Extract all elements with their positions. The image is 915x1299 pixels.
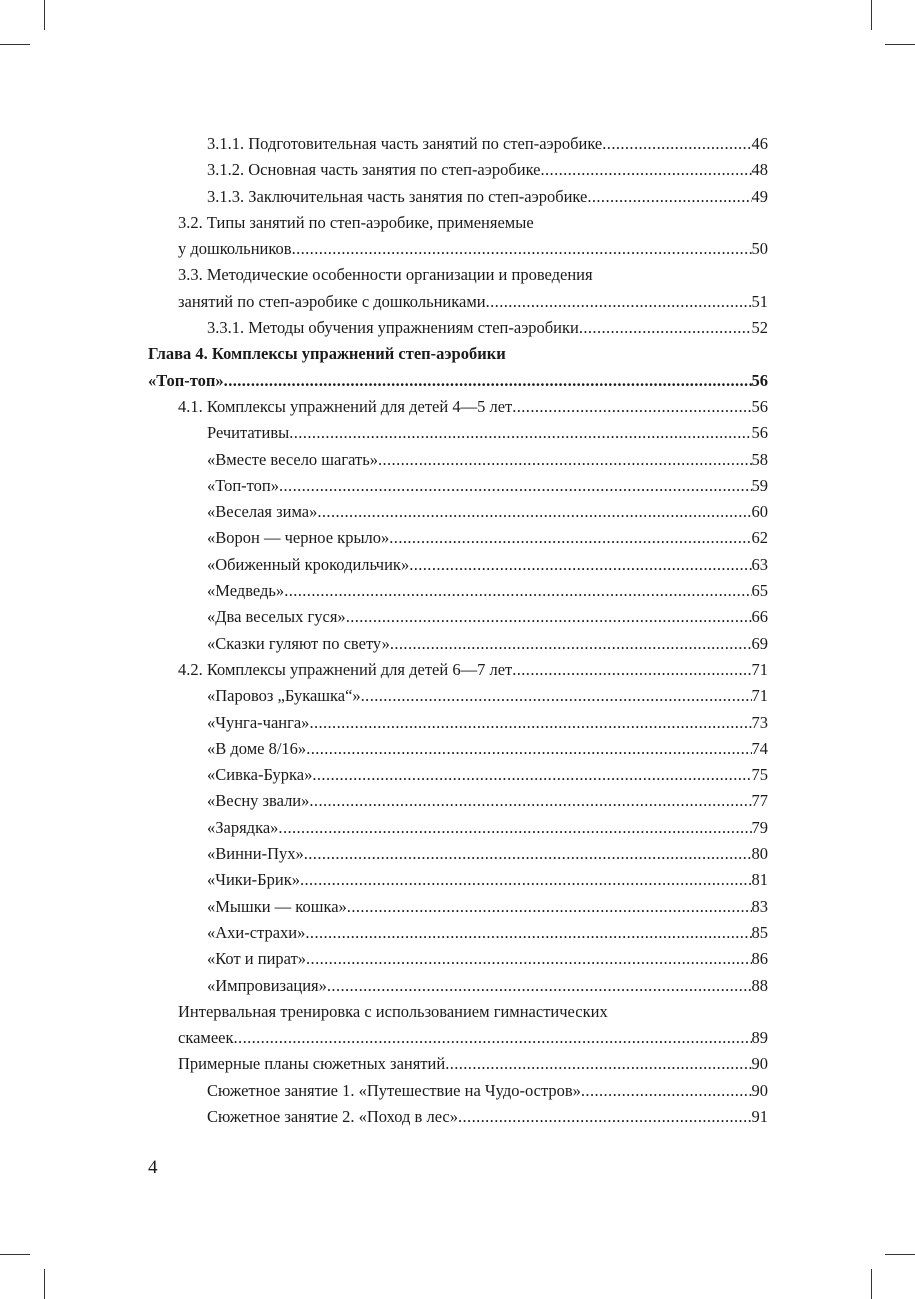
toc-page-number: 69: [751, 633, 768, 653]
dot-leader: [389, 525, 751, 551]
toc-entry-title: «Чики-Брик»: [207, 870, 300, 890]
toc-entry[interactable]: [148, 999, 768, 1052]
toc-entry-row: [207, 184, 768, 210]
toc-entry[interactable]: [148, 894, 768, 920]
crop-mark: [885, 44, 915, 45]
toc-entry-row: [207, 736, 768, 762]
crop-mark: [0, 44, 30, 45]
toc-page-number: 56: [751, 370, 768, 390]
dot-leader: [409, 552, 751, 578]
toc-entry[interactable]: [148, 920, 768, 946]
toc-entry-row: [207, 683, 768, 709]
toc-entry-title: «Винни-Пух»: [207, 844, 304, 864]
toc-entry[interactable]: [148, 184, 768, 210]
toc-page-number: 48: [751, 160, 768, 180]
dot-leader: [300, 867, 752, 893]
toc-page-number: 85: [751, 922, 768, 942]
toc-entry-title: «Сивка-Бурка»: [207, 765, 313, 785]
toc-entry-title: «Ворон — черное крыло»: [207, 528, 390, 548]
toc-entry-row: [207, 920, 768, 946]
toc-page-number: 56: [751, 423, 768, 443]
toc-entry-row: [207, 315, 768, 341]
dot-leader: [234, 1025, 752, 1051]
toc-entry-row: [207, 447, 768, 473]
toc-entry[interactable]: [148, 973, 768, 999]
toc-entry-title: «Сказки гуляют по свету»: [207, 633, 390, 653]
toc-entry-title: Сюжетное занятие 2. «Поход в лес»: [207, 1106, 458, 1126]
dot-leader: [445, 1051, 751, 1077]
toc-entry-title: «Чунга-чанга»: [207, 712, 310, 732]
dot-leader: [587, 184, 751, 210]
toc-page-number: 75: [751, 765, 768, 785]
toc-entry-row: [207, 815, 768, 841]
toc-page-number: 74: [751, 738, 768, 758]
toc-entry-title: Примерные планы сюжетных занятий: [178, 1054, 446, 1074]
toc-entry[interactable]: [148, 394, 768, 420]
toc-entry-row: [207, 762, 768, 788]
dot-leader: [346, 604, 752, 630]
toc-page-number: 79: [751, 817, 768, 837]
dot-leader: [327, 973, 752, 999]
toc-entry-row: [178, 1051, 768, 1077]
toc-entry[interactable]: [148, 1078, 768, 1104]
toc-entry-row: [207, 631, 768, 657]
toc-entry-row: [207, 1078, 768, 1104]
toc-entry-row: [207, 578, 768, 604]
toc-page-number: 63: [751, 554, 768, 574]
toc-entry-title: 3.1.2. Основная часть занятия по степ-аэробике: [207, 160, 541, 180]
toc-entry[interactable]: [148, 157, 768, 183]
toc-entry[interactable]: [148, 1051, 768, 1077]
toc-entry[interactable]: [148, 447, 768, 473]
toc-page-number: 77: [751, 791, 768, 811]
toc-entry-title: «Топ-топ»: [148, 370, 224, 390]
dot-leader: [306, 736, 751, 762]
crop-mark: [0, 1254, 30, 1255]
toc-entry-row: [178, 236, 768, 262]
table-of-contents: [148, 131, 768, 1130]
toc-entry-title: занятий по степ-аэробике с дошкольниками: [178, 291, 486, 311]
crop-mark: [871, 0, 872, 30]
toc-page-number: 62: [751, 528, 768, 548]
toc-page-number: 83: [751, 896, 768, 916]
toc-entry[interactable]: [148, 946, 768, 972]
toc-page-number: 59: [751, 475, 768, 495]
toc-page-number: 71: [751, 686, 768, 706]
toc-entry[interactable]: [148, 499, 768, 525]
dot-leader: [378, 447, 752, 473]
toc-entry-title: «Ахи-страхи»: [207, 922, 306, 942]
crop-mark: [885, 1254, 915, 1255]
dot-leader: [512, 394, 751, 420]
toc-page-number: 90: [751, 1054, 768, 1074]
dot-leader: [312, 762, 751, 788]
toc-entry[interactable]: [148, 210, 768, 263]
toc-entry-title: «Кот и пират»: [207, 949, 307, 969]
dot-leader: [390, 631, 752, 657]
toc-entry-row: [178, 657, 768, 683]
toc-entry[interactable]: [148, 525, 768, 551]
dot-leader: [541, 157, 752, 183]
toc-entry-title: «В доме 8/16»: [207, 738, 307, 758]
toc-page-number: 52: [751, 318, 768, 338]
toc-page-number: 80: [751, 844, 768, 864]
page-number: 4: [148, 1157, 158, 1178]
dot-leader: [279, 473, 752, 499]
toc-entry[interactable]: [148, 262, 768, 315]
toc-entry-row: [207, 131, 768, 157]
toc-page-number: 51: [751, 291, 768, 311]
toc-entry-title: «Медведь»: [207, 581, 285, 601]
toc-entry-row: [207, 946, 768, 972]
toc-page-number: 73: [751, 712, 768, 732]
toc-entry-row: [207, 420, 768, 446]
crop-mark: [44, 1269, 45, 1299]
dot-leader: [309, 788, 751, 814]
dot-leader: [579, 315, 752, 341]
toc-entry-title: 3.1.1. Подготовительная часть занятий по степ-аэробике: [207, 134, 603, 153]
dot-leader: [289, 420, 751, 446]
dot-leader: [486, 289, 752, 315]
toc-entry[interactable]: [148, 683, 768, 709]
dot-leader: [278, 815, 751, 841]
crop-mark: [44, 0, 45, 30]
toc-entry-row: [178, 1025, 768, 1051]
dot-leader: [602, 131, 751, 157]
toc-entry-row: [207, 841, 768, 867]
toc-entry-title: «Весну звали»: [207, 791, 310, 811]
toc-page-number: 49: [751, 186, 768, 206]
toc-entry-row: [207, 1104, 768, 1130]
toc-entry-title: «Два веселых гуся»: [207, 607, 346, 627]
toc-entry[interactable]: [148, 341, 768, 394]
toc-entry-title: 3.3.1. Методы обучения упражнениям степ-аэробики: [207, 318, 579, 338]
dot-leader: [292, 236, 752, 262]
toc-entry-title: 4.2. Комплексы упражнений для детей 6—7 лет: [178, 659, 513, 679]
toc-entry[interactable]: [148, 867, 768, 893]
toc-entry-title: «Импровизация»: [207, 975, 327, 995]
toc-entry[interactable]: [148, 710, 768, 736]
crop-mark: [871, 1269, 872, 1299]
toc-entry-title-line: Интервальная тренировка с использованием гимнастических: [178, 1001, 608, 1021]
toc-page-number: 90: [751, 1080, 768, 1100]
toc-entry-row: [148, 368, 768, 394]
toc-entry-title: «Вместе весело шагать»: [207, 449, 378, 469]
toc-entry-row: [207, 894, 768, 920]
toc-entry[interactable]: [148, 841, 768, 867]
toc-page-number: 46: [751, 134, 768, 153]
toc-entry[interactable]: [148, 736, 768, 762]
toc-page-number: 50: [751, 239, 768, 259]
toc-entry[interactable]: [148, 604, 768, 630]
toc-entry-title: «Мышки — кошка»: [207, 896, 347, 916]
toc-entry-row: [207, 973, 768, 999]
toc-entry[interactable]: [148, 315, 768, 341]
toc-entry-title: Сюжетное занятие 1. «Путешествие на Чудо-остров»: [207, 1080, 581, 1100]
toc-page-number: 88: [751, 975, 768, 995]
toc-entry-title: «Паровоз „Букашка“»: [207, 686, 361, 706]
toc-entry[interactable]: [148, 1104, 768, 1130]
toc-entry[interactable]: [148, 657, 768, 683]
toc-entry[interactable]: [148, 552, 768, 578]
toc-entry[interactable]: [148, 473, 768, 499]
toc-entry-title: 3.1.3. Заключительная часть занятия по степ-аэробике: [207, 186, 588, 206]
toc-page-number: 58: [751, 449, 768, 469]
toc-page-number: 81: [751, 870, 768, 890]
toc-entry-title: «Обиженный крокодильчик»: [207, 554, 410, 574]
toc-entry[interactable]: [148, 788, 768, 814]
dot-leader: [224, 368, 752, 394]
toc-entry-title-line: Глава 4. Комплексы упражнений степ-аэробики: [148, 344, 506, 364]
toc-entry-row: [207, 157, 768, 183]
toc-entry-title: у дошкольников: [178, 239, 292, 259]
toc-entry-row: [207, 788, 768, 814]
toc-entry-row: [207, 552, 768, 578]
dot-leader: [512, 657, 751, 683]
toc-entry-row: [178, 394, 768, 420]
dot-leader: [284, 578, 751, 604]
toc-entry[interactable]: [148, 762, 768, 788]
toc-page-number: 86: [751, 949, 768, 969]
toc-entry[interactable]: [148, 131, 768, 157]
dot-leader: [317, 499, 751, 525]
dot-leader: [581, 1078, 752, 1104]
toc-page-number: 89: [751, 1028, 768, 1048]
toc-entry[interactable]: [148, 420, 768, 446]
toc-entry-title-line: 3.2. Типы занятий по степ-аэробике, применяемые: [178, 212, 534, 232]
toc-entry-row: [207, 710, 768, 736]
dot-leader: [361, 683, 752, 709]
dot-leader: [306, 946, 751, 972]
toc-entry-title: «Топ-топ»: [207, 475, 279, 495]
dot-leader: [305, 920, 751, 946]
toc-entry[interactable]: [148, 815, 768, 841]
toc-page-number: 56: [751, 396, 768, 416]
toc-page-number: 71: [751, 659, 768, 679]
toc-entry-title: скамеек: [178, 1028, 234, 1048]
toc-entry-title-line: 3.3. Методические особенности организации и проведения: [178, 265, 593, 285]
dot-leader: [458, 1104, 752, 1130]
toc-entry-title: 4.1. Комплексы упражнений для детей 4—5 лет: [178, 396, 513, 416]
toc-page-number: 60: [751, 502, 768, 522]
toc-page-number: 66: [751, 607, 768, 627]
toc-entry-row: [207, 604, 768, 630]
toc-page-number: 65: [751, 581, 768, 601]
toc-entry-title: «Зарядка»: [207, 817, 279, 837]
toc-entry-row: [178, 289, 768, 315]
toc-entry[interactable]: [148, 631, 768, 657]
toc-entry[interactable]: [148, 578, 768, 604]
toc-entry-title: Речитативы: [207, 423, 290, 443]
toc-page-number: 91: [751, 1106, 768, 1126]
toc-entry-row: [207, 499, 768, 525]
dot-leader: [304, 841, 752, 867]
toc-entry-row: [207, 867, 768, 893]
toc-entry-title: «Веселая зима»: [207, 502, 318, 522]
dot-leader: [309, 710, 751, 736]
toc-entry-row: [207, 473, 768, 499]
toc-entry-row: [207, 525, 768, 551]
dot-leader: [347, 894, 752, 920]
